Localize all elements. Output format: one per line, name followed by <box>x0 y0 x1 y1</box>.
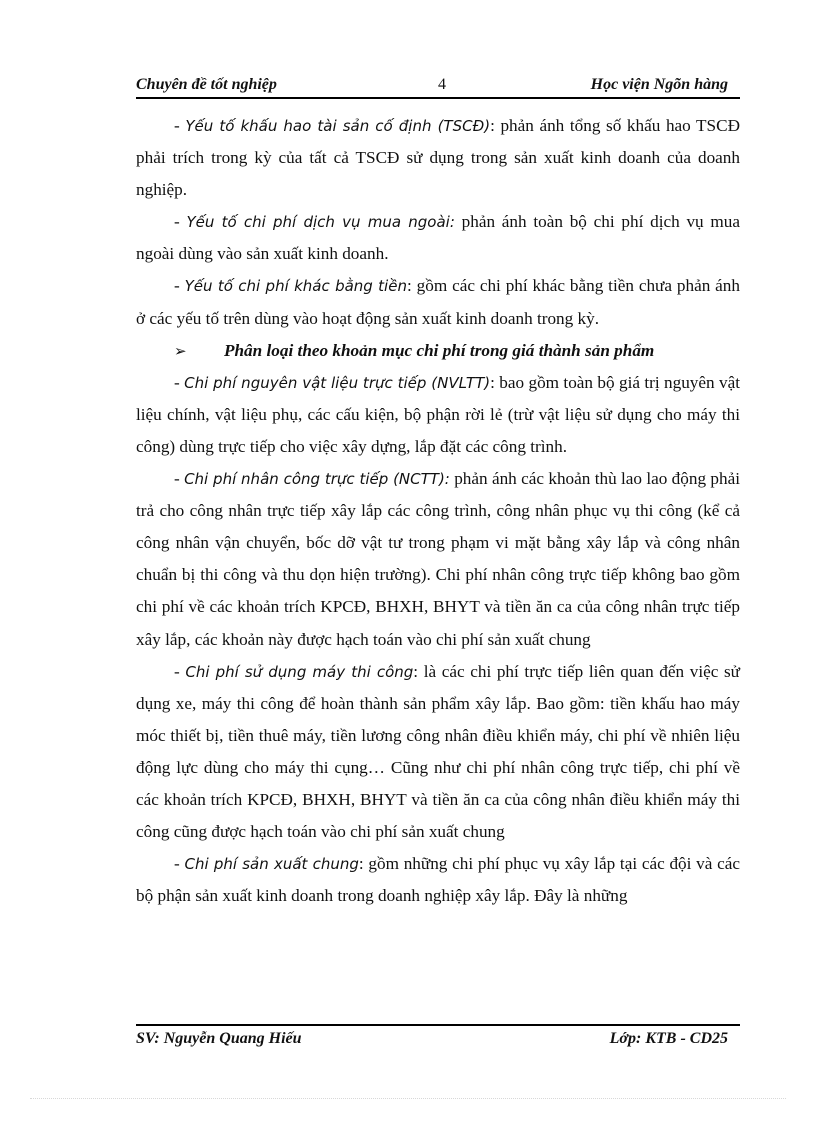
document-body <box>136 110 740 912</box>
paragraph: - Yếu tố chi phí khác bằng tiền: gồm các chi phí khác bằng tiền chưa phản ánh ở các yếu tố trên dùng vào hoạt động sản xuất kinh doanh trong kỳ. <box>136 276 740 328</box>
term: Chi phí nhân công trực tiếp (NCTT): <box>184 470 450 489</box>
footer-student: SV: Nguyễn Quang Hiếu <box>136 1030 302 1047</box>
page-number: 4 <box>438 76 446 93</box>
term: Chi phí nguyên vật liệu trực tiếp (NVLTT) <box>184 373 491 392</box>
paragraph: - Chi phí nhân công trực tiếp (NCTT): phản ánh các khoản thù lao lao động phải trả cho công nhân trực tiếp xây lắp các công trình, công nhân phục vụ thi công (kể cả công nhân vận chuyển, bốc dỡ vật tư trong phạm vi mặt bằng xây lắp và công nhân chuẩn bị thi công và thu dọn hiện trường). Chi phí nhân công trực tiếp không bao gồm chi phí về các khoản trích KPCĐ, BHXH, BHYT và tiền ăn ca của công nhân trực tiếp xây lắp, các khoản này được hạch toán vào chi phí sản xuất chung <box>136 469 740 649</box>
arrow-bullet-icon: ➢ <box>174 341 187 360</box>
paragraph: - Yếu tố khấu hao tài sản cố định (TSCĐ): phản ánh tổng số khấu hao TSCĐ phải trích trong kỳ của tất cả TSCĐ sử dụng trong sản xuất kinh doanh của doanh nghiệp. <box>136 116 740 200</box>
term: Chi phí sản xuất chung <box>184 855 359 874</box>
section-heading-text: Phân loại theo khoản mục chi phí trong giá thành sản phẩm <box>224 340 655 360</box>
paragraph: - Chi phí sử dụng máy thi công: là các chi phí trực tiếp liên quan đến việc sử dụng xe, máy thi công để hoàn thành sản phẩm xây lắp. Bao gồm: tiền khấu hao máy móc thiết bị, tiền thuê máy, tiền lương công nhân điều khiển máy, chi phí về nhiên liệu động lực dùng cho máy thi cụng… Cũng như chi phí nhân công trực tiếp, chi phí về các khoản trích KPCĐ, BHXH, BHYT và tiền ăn ca của công nhân điều khiển máy thi công cũng được hạch toán vào chi phí sản xuất chung <box>136 661 740 842</box>
section-heading <box>136 335 740 367</box>
term: Chi phí sử dụng máy thi công <box>185 662 414 681</box>
header-document-type: Chuyên đề tốt nghiệp <box>136 76 277 93</box>
term: Yếu tố khấu hao tài sản cố định (TSCĐ) <box>185 117 491 135</box>
term: Yếu tố chi phí khác bằng tiền <box>184 277 407 296</box>
header-institution: Học viện Ngõn hàng <box>590 76 728 93</box>
paragraph: - Chi phí nguyên vật liệu trực tiếp (NVLTT): bao gồm toàn bộ giá trị nguyên vật liệu chính, vật liệu phụ, các cấu kiện, bộ phận rời lẻ (trừ vật liệu sử dụng cho máy thi công) dùng trực tiếp cho việc xây dựng, lắp đặt các công trình. <box>136 372 741 456</box>
page-footer <box>136 1030 740 1054</box>
page-header <box>136 74 740 98</box>
paragraph: - Yếu tố chi phí dịch vụ mua ngoài: phản ánh toàn bộ chi phí dịch vụ mua ngoài dùng vào sản xuất kinh doanh. <box>136 212 740 264</box>
header-rule <box>136 97 740 99</box>
footer-rule <box>136 1024 740 1026</box>
page-edge-divider <box>30 1098 786 1099</box>
paragraph: - Chi phí sản xuất chung: gồm những chi phí phục vụ xây lắp tại các đội và các bộ phận sản xuất kinh doanh trong doanh nghiệp xây lắp. Đây là những <box>136 854 740 906</box>
footer-class: Lớp: KTB - CD25 <box>609 1030 728 1047</box>
term: Yếu tố chi phí dịch vụ mua ngoài: <box>186 213 455 232</box>
